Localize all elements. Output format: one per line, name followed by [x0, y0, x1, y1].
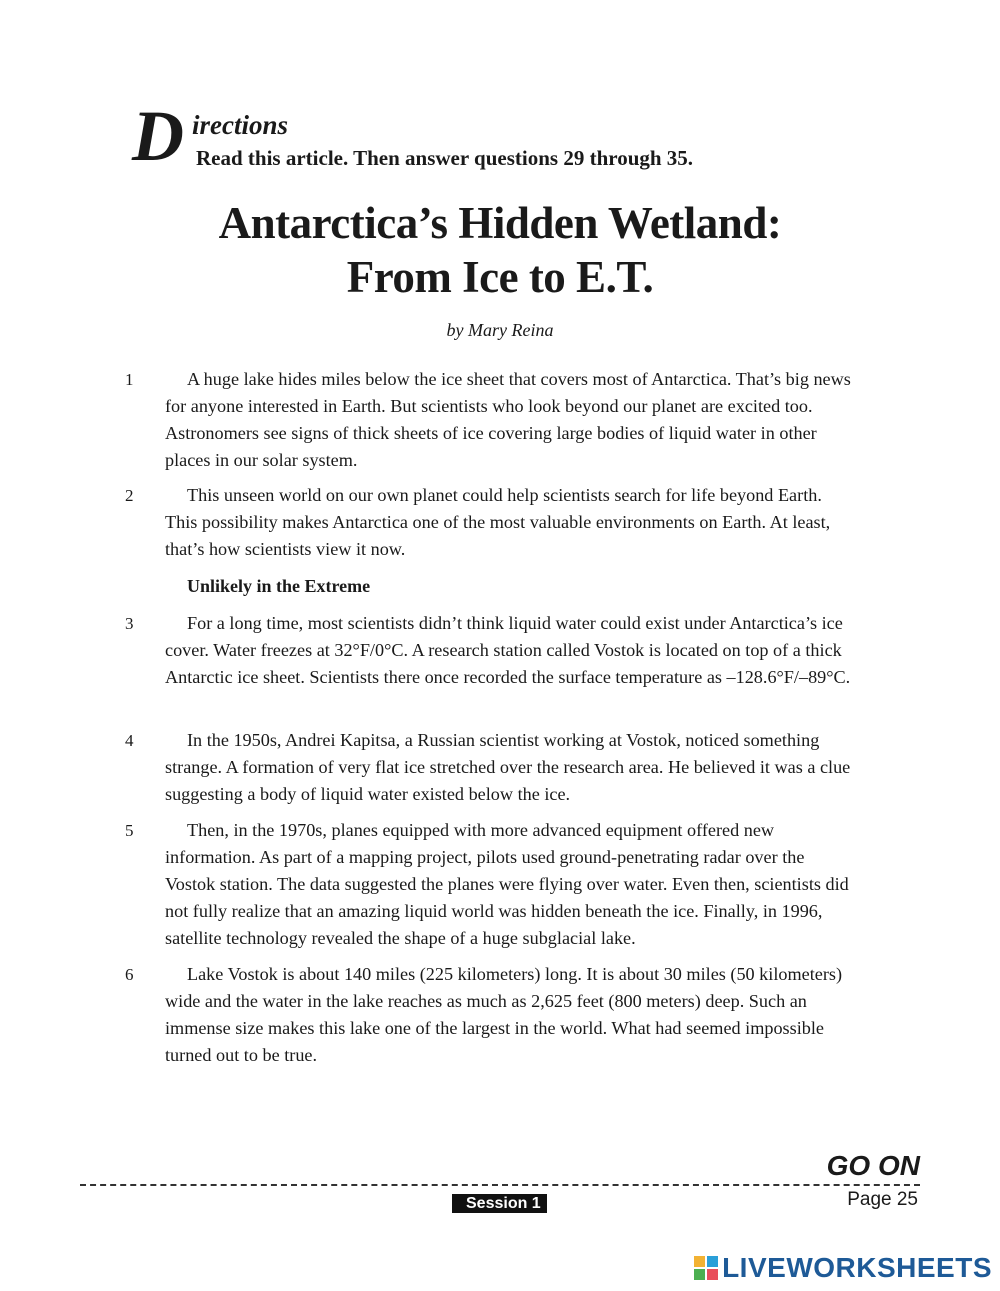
paragraph-6 — [125, 961, 855, 1069]
paragraph-1 — [125, 366, 855, 474]
paragraph-number: 2 — [125, 486, 134, 505]
paragraph-text: Lake Vostok is about 140 miles (225 kilometers) long. It is about 30 miles (50 kilometers) wide and the water in the lake reaches as much as 2,625 feet (800 meters) deep. Such an immense size makes this lake one of the largest in the world. What had seemed impossible turned out to be true. — [165, 964, 843, 1065]
paragraph-4 — [125, 727, 855, 808]
paragraph-text: A huge lake hides miles below the ice sheet that covers most of Antarctica. That’s big news for anyone interested in Earth. But scientists who look beyond our planet are excited too. Astronomers see signs of thick sheets of ice covering large bodies of liquid water in other places in our solar system. — [165, 369, 851, 470]
paragraph-number: 5 — [125, 821, 134, 840]
article-title — [0, 196, 1000, 304]
paragraph-number: 3 — [125, 614, 134, 633]
go-on-label: GO ON — [826, 1150, 920, 1181]
page-number: Page 25 — [847, 1189, 918, 1210]
session-badge: Session 1 — [452, 1194, 547, 1213]
footer-divider — [80, 1184, 920, 1186]
article-byline: by Mary Reina — [446, 320, 554, 340]
paragraph-number: 1 — [125, 370, 134, 389]
directions-instruction: Read this article. Then answer questions 29 through 35. — [196, 146, 694, 170]
paragraph-5 — [125, 817, 855, 952]
article-title-line1: Antarctica’s Hidden Wetland: — [218, 198, 782, 248]
brand-name: LIVEWORKSHEETS — [722, 1252, 992, 1283]
liveworksheets-logo — [694, 1252, 992, 1284]
paragraph-text: In the 1950s, Andrei Kapitsa, a Russian scientist working at Vostok, noticed something strange. A formation of very flat ice stretched over the research area. He believed it was a clue suggesting a body of liquid water existed below the ice. — [165, 730, 851, 804]
paragraph-text: For a long time, most scientists didn’t think liquid water could exist under Antarctica’s ice cover. Water freezes at 32°F/0°C. A research station called Vostok is located on top of a thick Antarctic ice sheet. Scientists there once recorded the surface temperature as –128.6°F/–89°C. — [165, 613, 851, 687]
paragraph-number: 4 — [125, 731, 134, 750]
directions-drop-cap: D — [132, 96, 184, 176]
paragraph-number: 6 — [125, 965, 134, 984]
liveworksheets-icon — [694, 1256, 718, 1280]
paragraph-3 — [125, 610, 855, 691]
section-subhead: Unlikely in the Extreme — [187, 576, 371, 596]
directions-heading: irections — [192, 110, 289, 140]
article-title-line2: From Ice to E.T. — [346, 252, 654, 302]
paragraph-text: Then, in the 1970s, planes equipped with more advanced equipment offered new information. As part of a mapping project, pilots used ground-penetrating radar over the Vostok station. The data suggested the planes were flying over water. Even then, scientists did not fully realize that an amazing liquid world was hidden beneath the ice. Finally, in 1996, satellite technology revealed the shape of a huge subglacial lake. — [165, 820, 849, 948]
paragraph-text: This unseen world on our own planet could help scientists search for life beyond Earth. This possibility makes Antarctica one of the most valuable environments on Earth. At least, that’s how scientists view it now. — [165, 485, 831, 559]
paragraph-2 — [125, 482, 855, 563]
